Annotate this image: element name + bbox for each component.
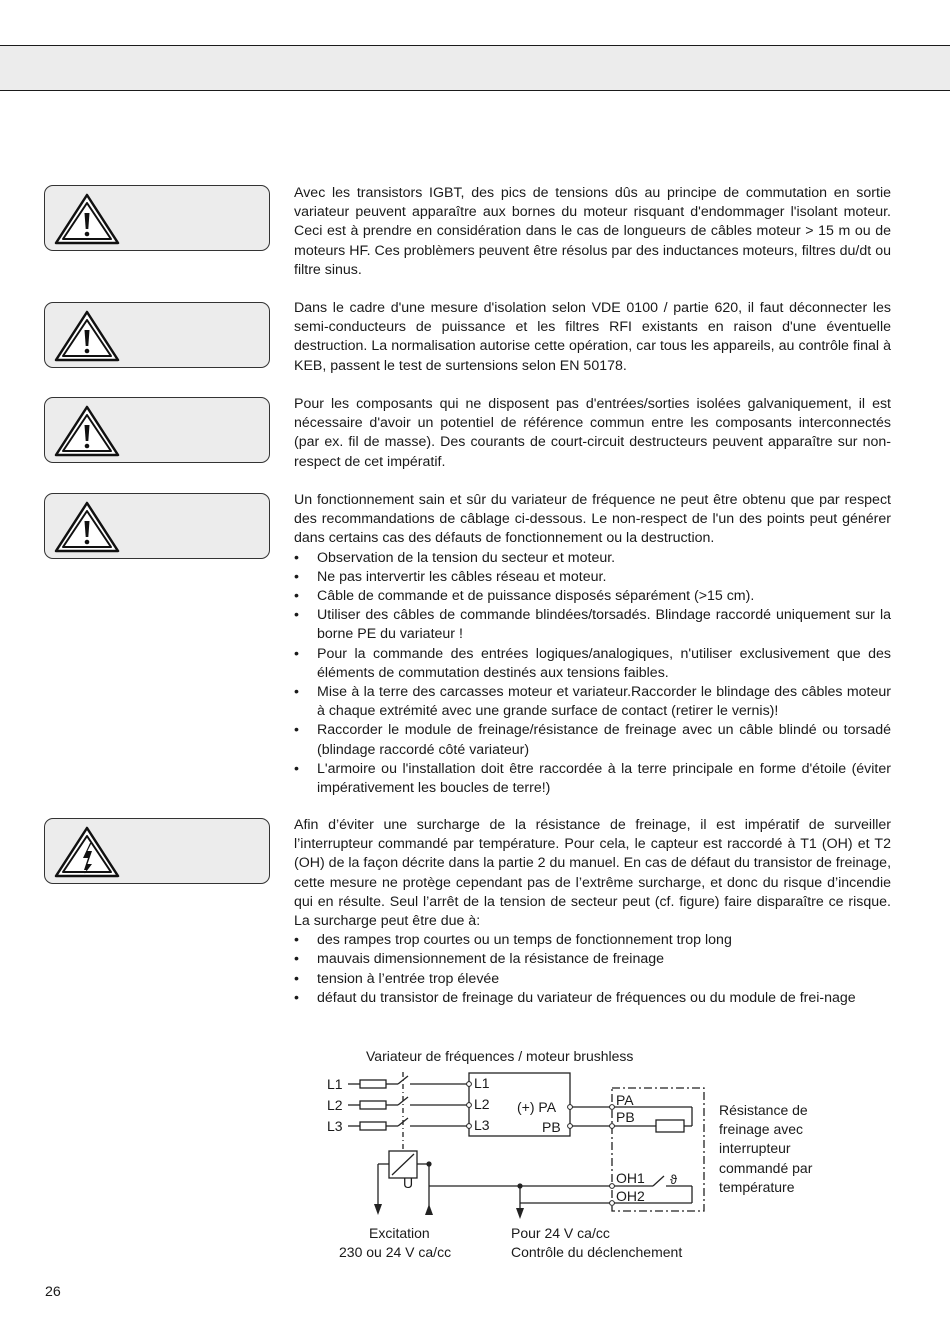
excitation-voltage-label: 230 ou 24 V ca/cc [339,1244,452,1260]
list-item: • Ne pas intervertir les câbles réseau et moteur. [294,568,891,587]
thermo-switch-symbol: ϑ [670,1172,678,1187]
paragraph-text: Dans le cadre d'une mesure d'isolation selon VDE 0100 / partie 620, il faut déconnecter les semi-conducteurs de puissance et les filtres RFI existants en raison d'une éventuelle destruction. La normalisation autorise cette opération, car tous les appareils, au contrôle final à KEB, passent le test de surtensions selon EN 50178. [294,300,891,374]
resistor-caption-line: Résistance de [719,1102,808,1118]
resistor-pa-label: PA [616,1092,634,1108]
resistor-caption-line: température [719,1179,795,1195]
excitation-label: Excitation [369,1225,430,1241]
list-item: • Pour la commande des entrées logiques/analogiques, n'utiliser exclusivement que des éléments de commutation destinés aux tensions faibles. [294,645,891,683]
oh2-label: OH2 [616,1188,645,1204]
mains-label-l2: L2 [327,1097,343,1113]
list-item: • Utiliser des câbles de commande blindées/torsadés. Blindage raccordé uniquement sur la borne PE du variateur ! [294,606,891,644]
resistor-pb-label: PB [616,1109,635,1125]
resistor-caption-line: interrupteur [719,1140,791,1156]
list-item: • Câble de commande et de puissance disposés séparément (>15 cm). [294,587,891,606]
oh1-label: OH1 [616,1170,645,1186]
resistor-caption-line: freinage avec [719,1121,804,1137]
paragraph-text: Un fonctionnement sain et sûr du variateur de fréquence ne peut être obtenu que par respect des recommandations de câblage ci-dessous. Le non-respect de l'un des points peut générer dans certains cas des défauts de fonctionnement ou la destruction. [294,492,891,547]
resistor-caption-line: commandé par [719,1160,813,1176]
mains-label-l1: L1 [327,1076,343,1092]
paragraph-text: Pour les composants qui ne disposent pas d'entrées/sorties isolées galvaniquement, il est nécessaire d'avoir un potentiel de référence commun entre les composants interconnectés (par ex. fil de masse). Des courants de court-circuit destructeurs peuvent apparaître sur non-respect de cet impératif. [294,396,891,470]
control-voltage-label: Pour 24 V ca/cc [511,1225,610,1241]
drive-pa-label: (+) PA [517,1099,557,1115]
list-item: • Mise à la terre des carcasses moteur et variateur.Raccorder le blindage des câbles moteur à chaque extrémité avec une grande surface de contact (retirer le vernis)! [294,683,891,721]
drive-input-l2: L2 [474,1096,490,1112]
list-item: • défaut du transistor de freinage du variateur de fréquences ou du module de frei-nage [294,989,891,1008]
drive-pb-label: PB [542,1119,561,1135]
list-item: • Observation de la tension du secteur et moteur. [294,549,891,568]
paragraph-text: Afin d’éviter une surcharge de la résistance de freinage, il est impératif de surveiller l’interrupteur commandé par température. Pour cela, le capteur est raccordé à T1 (OH) et T2 (OH) de la façon décrite dans la partie 2 du manuel. En cas de défaut du transistor de freinage, cette mesure ne protège cependant pas de l’extrême surcharge, et donc du risque d’incendie qui en résulte. Seul l’arrêt de la tension de secteur peut (cf. figure) faire disparaître ce risque. La surcharge peut être due à: [294,817,892,930]
mains-label-l3: L3 [327,1118,343,1134]
list-item: • mauvais dimensionnement de la résistance de freinage [294,950,891,969]
page-number: 26 [45,1284,61,1300]
diagram-title: Variateur de fréquences / moteur brushless [366,1048,634,1064]
coil-label: U [403,1175,414,1191]
drive-input-l1: L1 [474,1075,490,1091]
list-item: • L'armoire ou l'installation doit être raccordée à la terre principale en forme d'étoile (éviter impérativement les boucles de terre!) [294,760,891,798]
list-item: • Raccorder le module de freinage/résistance de freinage avec un câble blindé ou torsadé (blindage raccordé côté variateur) [294,721,891,759]
list-item: • tension à l’entrée trop élevée [294,970,891,989]
paragraph-text: Avec les transistors IGBT, des pics de tensions dûs au principe de commutation en sortie variateur peuvent apparaître aux bornes du moteur risquant d'endommager l'isolant moteur. Ceci est à prendre en considération dans le cas de longueurs de câbles moteur > 15 m ou de moteurs HF. Ces problèmers peuvent être résolus par des inductances moteurs, filtres du/dt ou filtre sinus. [294,185,891,278]
control-trigger-label: Contrôle du déclenchement [511,1244,683,1260]
list-item: • des rampes trop courtes ou un temps de fonctionnement trop long [294,931,891,950]
drive-input-l3: L3 [474,1117,490,1133]
